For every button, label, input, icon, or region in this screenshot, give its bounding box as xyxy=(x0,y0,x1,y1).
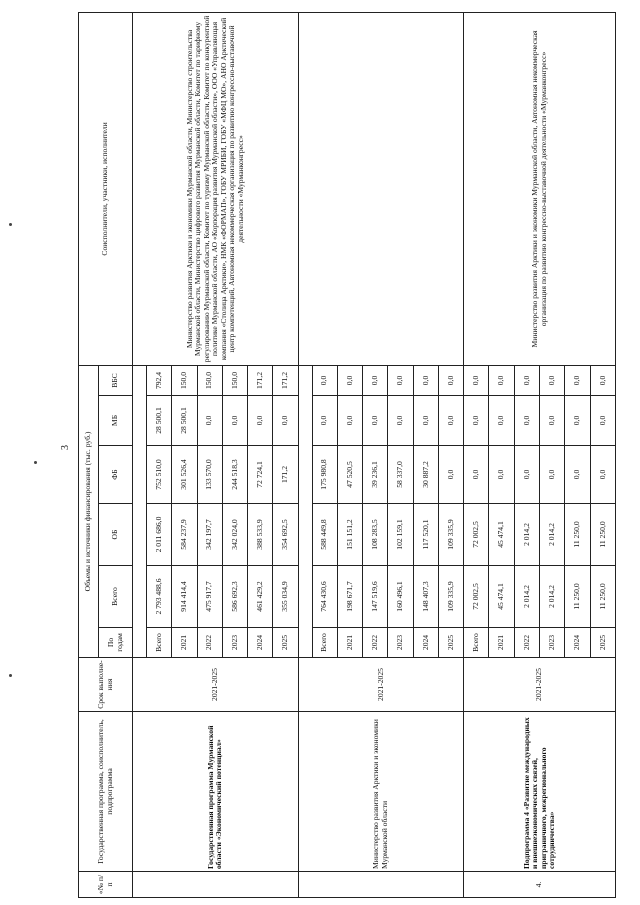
financing-table xyxy=(78,12,616,898)
ob-cell: 109 335,9 xyxy=(438,504,463,566)
total-cell: 11 250,0 xyxy=(565,566,590,628)
ob-cell: 584 237,9 xyxy=(172,504,197,566)
year-cell: Всего xyxy=(147,628,172,658)
fb-cell: 0,0 xyxy=(514,446,539,504)
total-cell: 2 793 488,6 xyxy=(147,566,172,628)
table-row xyxy=(464,12,489,897)
mb-cell: 0,0 xyxy=(413,396,438,446)
header-vbs: ВБС xyxy=(99,365,133,395)
ob-cell: 102 159,1 xyxy=(388,504,413,566)
year-cell: Всего xyxy=(464,628,489,658)
total-cell: 11 250,0 xyxy=(590,566,615,628)
ob-cell: 342 024,0 xyxy=(222,504,247,566)
ob-cell: 117 520,1 xyxy=(413,504,438,566)
year-cell: 2024 xyxy=(248,628,273,658)
ob-cell: 388 533,9 xyxy=(248,504,273,566)
vbs-cell: 150,0 xyxy=(222,365,247,395)
mb-cell: 0,0 xyxy=(438,396,463,446)
vbs-cell: 0,0 xyxy=(363,365,388,395)
program-name: Министерство развития Арктики и экономики Мурманской области xyxy=(298,712,464,872)
year-cell: 2021 xyxy=(489,628,514,658)
total-cell: 160 496,1 xyxy=(388,566,413,628)
program-name: Подпрограмма 4 «Развитие международных и внешнеэкономических связей, приграничного, межрегионального сотрудничества» xyxy=(464,712,616,872)
vbs-cell: 0,0 xyxy=(438,365,463,395)
mb-cell: 0,0 xyxy=(363,396,388,446)
ob-cell: 2 014,2 xyxy=(539,504,564,566)
year-cell: 2024 xyxy=(413,628,438,658)
mb-cell: 0,0 xyxy=(464,396,489,446)
ob-cell: 11 250,0 xyxy=(565,504,590,566)
vbs-cell: 0,0 xyxy=(388,365,413,395)
header-total: Всего xyxy=(99,566,133,628)
year-cell: 2022 xyxy=(363,628,388,658)
fb-cell: 175 980,8 xyxy=(312,446,337,504)
vbs-cell: 0,0 xyxy=(489,365,514,395)
header-volumes: Объемы и источники финансирования (тыс. руб.) xyxy=(79,365,99,657)
spacer-cell xyxy=(133,365,147,657)
header-term: Срок выполне-ния xyxy=(79,658,133,712)
year-cell: Всего xyxy=(312,628,337,658)
page-number: 3 xyxy=(60,445,71,450)
mb-cell: 0,0 xyxy=(590,396,615,446)
header-mb: МБ xyxy=(99,396,133,446)
mb-cell: 0,0 xyxy=(565,396,590,446)
mb-cell: 28 500,1 xyxy=(147,396,172,446)
mb-cell: 28 500,1 xyxy=(172,396,197,446)
ob-cell: 151 151,2 xyxy=(337,504,362,566)
year-cell: 2022 xyxy=(197,628,222,658)
mb-cell: 0,0 xyxy=(388,396,413,446)
ob-cell: 45 474,1 xyxy=(489,504,514,566)
program-term: 2021-2025 xyxy=(133,658,299,712)
rotated-table-wrapper xyxy=(78,13,616,898)
total-cell: 764 430,6 xyxy=(312,566,337,628)
vbs-cell: 0,0 xyxy=(539,365,564,395)
ob-cell: 72 002,5 xyxy=(464,504,489,566)
vbs-cell: 0,0 xyxy=(565,365,590,395)
year-cell: 2025 xyxy=(273,628,298,658)
total-cell: 109 335,9 xyxy=(438,566,463,628)
mb-cell: 0,0 xyxy=(273,396,298,446)
vbs-cell: 0,0 xyxy=(312,365,337,395)
header-year: По годам xyxy=(99,628,133,658)
row-number: 4. xyxy=(464,872,616,898)
total-cell: 2 014,2 xyxy=(539,566,564,628)
program-term: 2021-2025 xyxy=(298,658,464,712)
mb-cell: 0,0 xyxy=(222,396,247,446)
vbs-cell: 792,4 xyxy=(147,365,172,395)
fb-cell: 0,0 xyxy=(438,446,463,504)
total-cell: 45 474,1 xyxy=(489,566,514,628)
total-cell: 355 034,9 xyxy=(273,566,298,628)
program-participants xyxy=(298,12,464,365)
mb-cell: 0,0 xyxy=(337,396,362,446)
year-cell: 2024 xyxy=(565,628,590,658)
fb-cell: 301 526,4 xyxy=(172,446,197,504)
total-cell: 475 917,7 xyxy=(197,566,222,628)
vbs-cell: 150,0 xyxy=(172,365,197,395)
ob-cell: 108 283,5 xyxy=(363,504,388,566)
scan-dot xyxy=(34,461,37,464)
mb-cell: 0,0 xyxy=(197,396,222,446)
program-participants: Министерство развития Арктики и экономики Мурманской области, Автономная некоммерческая организация по развитию конгрессно-выставочной деятельности «Мурманконгресс» xyxy=(464,12,616,365)
vbs-cell: 0,0 xyxy=(337,365,362,395)
year-cell: 2021 xyxy=(337,628,362,658)
program-name: Государственная программа Мурманской области «Экономический потенциал» xyxy=(133,712,299,872)
ob-cell: 342 197,7 xyxy=(197,504,222,566)
mb-cell: 0,0 xyxy=(489,396,514,446)
year-cell: 2025 xyxy=(590,628,615,658)
ob-cell: 354 692,5 xyxy=(273,504,298,566)
vbs-cell: 150,0 xyxy=(197,365,222,395)
table-row xyxy=(298,12,312,897)
fb-cell: 0,0 xyxy=(464,446,489,504)
total-cell: 586 692,3 xyxy=(222,566,247,628)
spacer-cell xyxy=(298,365,312,657)
total-cell: 147 519,6 xyxy=(363,566,388,628)
fb-cell: 0,0 xyxy=(539,446,564,504)
total-cell: 72 002,5 xyxy=(464,566,489,628)
row-number xyxy=(298,872,464,898)
year-cell: 2025 xyxy=(438,628,463,658)
scan-dot xyxy=(9,674,12,677)
vbs-cell: 171,2 xyxy=(248,365,273,395)
year-cell: 2023 xyxy=(388,628,413,658)
fb-cell: 72 724,1 xyxy=(248,446,273,504)
mb-cell: 0,0 xyxy=(312,396,337,446)
fb-cell: 58 337,0 xyxy=(388,446,413,504)
header-ob: ОБ xyxy=(99,504,133,566)
year-cell: 2023 xyxy=(539,628,564,658)
ob-cell: 2 014,2 xyxy=(514,504,539,566)
fb-cell: 0,0 xyxy=(489,446,514,504)
fb-cell: 244 518,3 xyxy=(222,446,247,504)
total-cell: 2 014,2 xyxy=(514,566,539,628)
fb-cell: 0,0 xyxy=(590,446,615,504)
ob-cell: 588 449,8 xyxy=(312,504,337,566)
year-cell: 2021 xyxy=(172,628,197,658)
header-program: Государственная программа, соисполнитель, подпрограмма xyxy=(79,712,133,872)
program-participants: Министерство развития Арктики и экономики Мурманской области, Министерство строительства Мурманской области, Министерство цифрового развития Мурманской области, Комитет по тарифному регулированию Мурманской области, Комитет по туризму Мурманской области, Комитет по конкурентной политике Мурманской области, АО «Корпорация развития Мурманской области», ООО «Управляющая компания «Столица Арктики», НМК «ФОРМАП», ГОБУ МРИБИ, ГОБУ «МФЦ МО», АНО Арктический центр компетенций, Автономная некоммерческая организация по развитию конгрессно-выставочной деятельности «Мурманконгресс» xyxy=(133,12,299,365)
program-term: 2021-2025 xyxy=(464,658,616,712)
row-number xyxy=(133,872,299,898)
fb-cell: 39 236,1 xyxy=(363,446,388,504)
total-cell: 198 671,7 xyxy=(337,566,362,628)
vbs-cell: 171,2 xyxy=(273,365,298,395)
header-participants: Соисполнители, участники, исполнители xyxy=(79,12,133,365)
total-cell: 148 407,3 xyxy=(413,566,438,628)
fb-cell: 171,2 xyxy=(273,446,298,504)
mb-cell: 0,0 xyxy=(514,396,539,446)
year-cell: 2022 xyxy=(514,628,539,658)
total-cell: 461 429,2 xyxy=(248,566,273,628)
vbs-cell: 0,0 xyxy=(464,365,489,395)
year-cell: 2023 xyxy=(222,628,247,658)
header-num: «№ п/п xyxy=(79,872,133,898)
total-cell: 914 414,4 xyxy=(172,566,197,628)
fb-cell: 752 510,0 xyxy=(147,446,172,504)
vbs-cell: 0,0 xyxy=(413,365,438,395)
ob-cell: 2 011 686,0 xyxy=(147,504,172,566)
table-row xyxy=(133,12,147,897)
scan-dot xyxy=(9,223,12,226)
vbs-cell: 0,0 xyxy=(590,365,615,395)
header-fb: ФБ xyxy=(99,446,133,504)
mb-cell: 0,0 xyxy=(539,396,564,446)
mb-cell: 0,0 xyxy=(248,396,273,446)
fb-cell: 47 520,5 xyxy=(337,446,362,504)
ob-cell: 11 250,0 xyxy=(590,504,615,566)
fb-cell: 30 887,2 xyxy=(413,446,438,504)
fb-cell: 133 570,0 xyxy=(197,446,222,504)
vbs-cell: 0,0 xyxy=(514,365,539,395)
fb-cell: 0,0 xyxy=(565,446,590,504)
